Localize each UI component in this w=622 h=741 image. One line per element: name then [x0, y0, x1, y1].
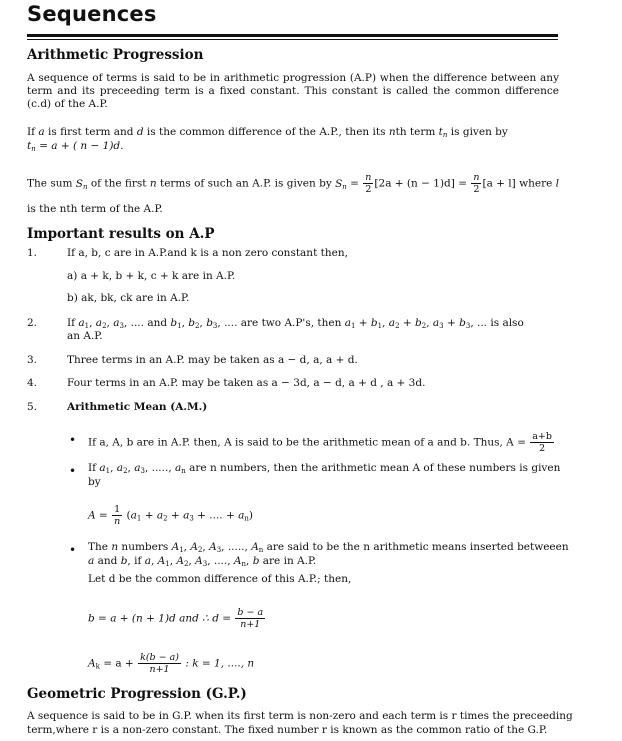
am-bullet-3-line1: The n numbers $A_1$, $A_2$, $A_3$, ....., $A_n$ are said to be the n arithmetic means inserted betweeen — [88, 541, 569, 554]
cd-fraction: $\frac{b - a}{n+1}$ — [237, 607, 264, 630]
nth-term-line: If a is first term and d is the common difference of the A.P., then its nth term $t_n$ is given by — [27, 126, 508, 139]
am-formula: A = $\frac{1}{n}$ ($a_1 + a_2 + a_3$ + .... + $a_n$) — [88, 504, 253, 527]
sum-fraction-2: $\frac{n}{2}$ — [473, 172, 480, 195]
result-1-text: If a, b, c are in A.P.and k is a non zero constant then, — [67, 247, 348, 259]
bullet-icon: • — [69, 433, 77, 447]
bullet-icon: • — [69, 464, 77, 478]
am-bullet-3-line3: Let d be the common difference of this A.P.; then, — [88, 573, 352, 585]
sum-fraction-1: $\frac{n}{2}$ — [365, 172, 372, 195]
am-bullet-2-line2: by — [88, 476, 101, 488]
result-3-text: Three terms in an A.P. may be taken as a − d, a, a + d. — [67, 354, 358, 366]
common-difference-formula: b = a + (n + 1)d and ∴ d = $\frac{b - a}{n+1}$ — [88, 607, 264, 630]
result-4-text: Four terms in an A.P. may be taken as a − 3d, a − d, a + d , a + 3d. — [67, 377, 426, 389]
sum-formula-line2: is the nth term of the A.P. — [27, 203, 163, 215]
ak-formula: $A_k = a$ + $\frac{k(b - a)}{n+1}$ : k = 1, ...., n — [88, 652, 255, 675]
result-2-line2: an A.P. — [67, 330, 103, 342]
results-heading: Important results on A.P — [27, 226, 215, 242]
result-1b-text: b) ak, bk, ck are in A.P. — [67, 292, 190, 304]
am-bullet-1: If a, A, b are in A.P. then, A is said to be the arithmetic mean of a and b. Thus, A = $\frac{a+b}{2}$ — [88, 431, 552, 454]
am-bullet-3-line2: a and b, if a, $A_1$, $A_2$, $A_3$, ...., $A_n$, b are in A.P. — [88, 555, 317, 568]
bullet-icon: • — [69, 543, 77, 557]
ap-heading: Arithmetic Progression — [27, 47, 204, 63]
ap-intro-paragraph: A sequence of terms is said to be in arithmetic progression (A.P) when the difference between any term and its preceeding term is a fixed constant. This constant is called the common difference (c.d) of the A.P. — [27, 72, 559, 110]
result-number: 1. — [27, 247, 38, 259]
am-formula-fraction: $\frac{1}{n}$ — [114, 504, 121, 527]
title-rule-thin — [27, 39, 558, 40]
gp-line-2: term,where r is a non-zero constant. The fixed number r is known as the common ratio of the G.P. — [27, 724, 548, 736]
sum-formula-line: The sum $S_n$ of the first n terms of such an A.P. is given by $S_n$ = $\frac{n}{2}$ [2a + (n − 1)d] = $\frac{n}{2}$ [a + l] where l — [27, 172, 559, 195]
result-number: 2. — [27, 317, 38, 329]
am-fraction: $\frac{a+b}{2}$ — [532, 431, 552, 454]
result-number: 4. — [27, 377, 38, 389]
result-number: 5. — [27, 401, 38, 413]
title-rule-thick — [27, 34, 558, 37]
page-title: Sequences — [27, 2, 157, 26]
result-5-heading: Arithmetic Mean (A.M.) — [67, 401, 208, 413]
gp-heading: Geometric Progression (G.P.) — [27, 686, 247, 702]
result-1a-text: a) a + k, b + k, c + k are in A.P. — [67, 270, 236, 282]
result-2-text: If $a_1$, $a_2$, $a_3$, .... and $b_1$, $b_2$, $b_3$, .... are two A.P's, then $a_1 + b_1$, $a_2 + b_2$, $a_3 + b_3$, ... is also — [67, 317, 524, 330]
am-bullet-2-line1: If $a_1$, $a_2$, $a_3$, ....., $a_n$ are n numbers, then the arithmetic mean A of these numbers is given — [88, 462, 561, 475]
ak-fraction: $\frac{k(b - a)}{n+1}$ — [140, 652, 179, 675]
nth-term-formula: $t_n = a$ + ( n − 1)d. — [27, 140, 124, 153]
gp-line-1: A sequence is said to be in G.P. when its first term is non-zero and each term is r times the preceeding — [27, 710, 573, 722]
result-number: 3. — [27, 354, 38, 366]
